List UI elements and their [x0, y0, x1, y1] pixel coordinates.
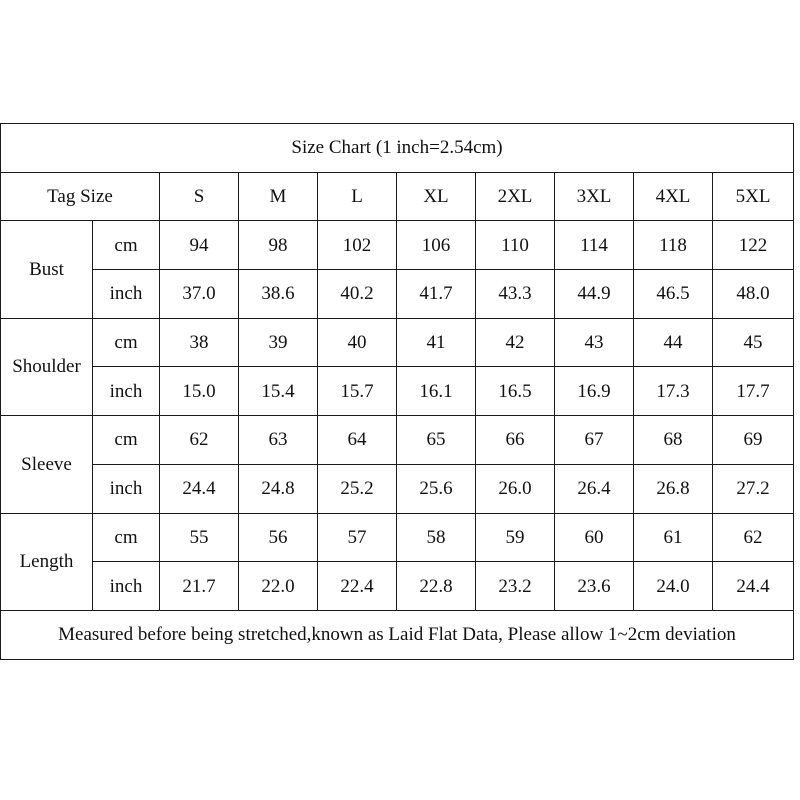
measurement-value: 56 — [239, 513, 318, 562]
measurement-row-sleeve-cm — [1, 416, 794, 465]
measurement-value: 17.3 — [634, 367, 713, 416]
unit-label: cm — [93, 221, 160, 270]
measurement-value: 62 — [160, 416, 239, 465]
unit-label: inch — [93, 270, 160, 319]
size-header-cell: L — [318, 172, 397, 221]
measurement-value: 17.7 — [713, 367, 794, 416]
measurement-value: 38 — [160, 318, 239, 367]
size-header-cell: S — [160, 172, 239, 221]
size-header-cell: M — [239, 172, 318, 221]
measurement-value: 26.0 — [476, 464, 555, 513]
measurement-value: 16.5 — [476, 367, 555, 416]
unit-label: cm — [93, 416, 160, 465]
measurement-value: 68 — [634, 416, 713, 465]
measurement-name: Sleeve — [1, 416, 93, 513]
measurement-value: 23.6 — [555, 562, 634, 611]
measurement-value: 27.2 — [713, 464, 794, 513]
measurement-value: 15.0 — [160, 367, 239, 416]
measurement-value: 26.4 — [555, 464, 634, 513]
measurement-value: 60 — [555, 513, 634, 562]
measurement-value: 55 — [160, 513, 239, 562]
size-header-cell: 4XL — [634, 172, 713, 221]
measurement-value: 65 — [397, 416, 476, 465]
measurement-value: 37.0 — [160, 270, 239, 319]
measurement-value: 21.7 — [160, 562, 239, 611]
measurement-value: 64 — [318, 416, 397, 465]
measurement-value: 58 — [397, 513, 476, 562]
unit-label: inch — [93, 464, 160, 513]
measurement-value: 44 — [634, 318, 713, 367]
unit-label: inch — [93, 367, 160, 416]
measurement-value: 26.8 — [634, 464, 713, 513]
measurement-value: 25.2 — [318, 464, 397, 513]
measurement-value: 24.4 — [713, 562, 794, 611]
size-chart-title: Size Chart (1 inch=2.54cm) — [1, 124, 794, 173]
measurement-value: 66 — [476, 416, 555, 465]
measurement-value: 59 — [476, 513, 555, 562]
measurement-value: 67 — [555, 416, 634, 465]
measurement-row-bust-inch — [1, 270, 794, 319]
size-chart-table — [0, 123, 794, 660]
measurement-value: 110 — [476, 221, 555, 270]
measurement-value: 24.4 — [160, 464, 239, 513]
size-chart-body — [1, 124, 794, 660]
measurement-value: 62 — [713, 513, 794, 562]
measurement-value: 45 — [713, 318, 794, 367]
measurement-value: 16.1 — [397, 367, 476, 416]
size-header-cell: XL — [397, 172, 476, 221]
measurement-name: Shoulder — [1, 318, 93, 415]
measurement-value: 63 — [239, 416, 318, 465]
measurement-name: Length — [1, 513, 93, 610]
unit-label: inch — [93, 562, 160, 611]
deviation-note: Measured before being stretched,known as Laid Flat Data, Please allow 1~2cm deviation — [1, 610, 794, 659]
measurement-value: 22.8 — [397, 562, 476, 611]
measurement-row-sleeve-inch — [1, 464, 794, 513]
unit-label: cm — [93, 318, 160, 367]
measurement-value: 122 — [713, 221, 794, 270]
measurement-value: 24.0 — [634, 562, 713, 611]
measurement-value: 22.4 — [318, 562, 397, 611]
size-header-cell: 5XL — [713, 172, 794, 221]
measurement-value: 25.6 — [397, 464, 476, 513]
measurement-value: 69 — [713, 416, 794, 465]
measurement-name: Bust — [1, 221, 93, 318]
measurement-row-shoulder-inch — [1, 367, 794, 416]
measurement-value: 57 — [318, 513, 397, 562]
size-header-cell: 3XL — [555, 172, 634, 221]
unit-label: cm — [93, 513, 160, 562]
measurement-value: 15.4 — [239, 367, 318, 416]
measurement-value: 39 — [239, 318, 318, 367]
measurement-value: 24.8 — [239, 464, 318, 513]
measurement-value: 43.3 — [476, 270, 555, 319]
measurement-value: 41 — [397, 318, 476, 367]
measurement-row-length-inch — [1, 562, 794, 611]
measurement-value: 42 — [476, 318, 555, 367]
measurement-value: 40.2 — [318, 270, 397, 319]
measurement-value: 114 — [555, 221, 634, 270]
measurement-row-shoulder-cm — [1, 318, 794, 367]
measurement-row-bust-cm — [1, 221, 794, 270]
measurement-value: 15.7 — [318, 367, 397, 416]
measurement-row-length-cm — [1, 513, 794, 562]
measurement-value: 44.9 — [555, 270, 634, 319]
size-header-row — [1, 172, 794, 221]
measurement-value: 46.5 — [634, 270, 713, 319]
measurement-value: 23.2 — [476, 562, 555, 611]
title-row — [1, 124, 794, 173]
measurement-value: 118 — [634, 221, 713, 270]
measurement-value: 38.6 — [239, 270, 318, 319]
measurement-value: 22.0 — [239, 562, 318, 611]
measurement-value: 41.7 — [397, 270, 476, 319]
measurement-value: 106 — [397, 221, 476, 270]
measurement-value: 40 — [318, 318, 397, 367]
measurement-value: 61 — [634, 513, 713, 562]
measurement-value: 43 — [555, 318, 634, 367]
measurement-value: 94 — [160, 221, 239, 270]
tag-size-label: Tag Size — [1, 172, 160, 221]
measurement-value: 48.0 — [713, 270, 794, 319]
measurement-value: 16.9 — [555, 367, 634, 416]
size-header-cell: 2XL — [476, 172, 555, 221]
measurement-value: 102 — [318, 221, 397, 270]
footer-row — [1, 610, 794, 659]
measurement-value: 98 — [239, 221, 318, 270]
